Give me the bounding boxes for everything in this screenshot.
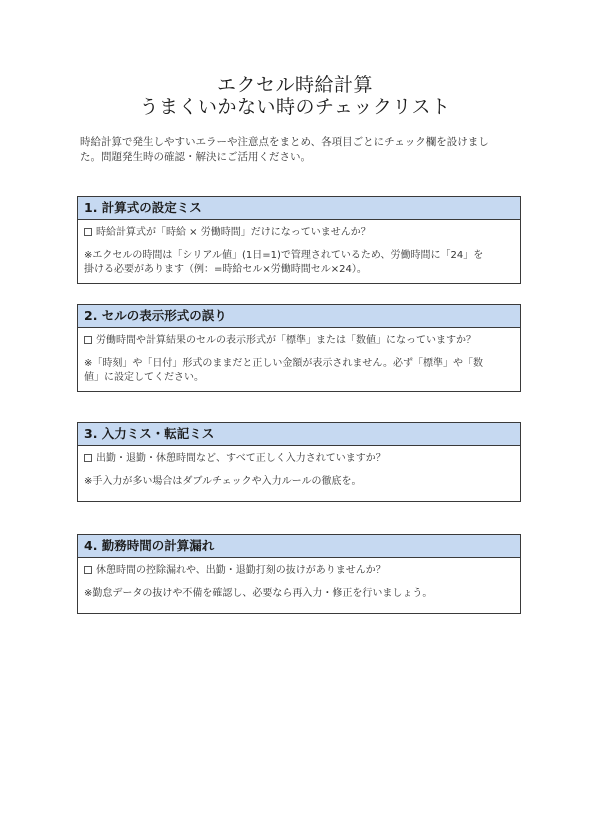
section-heading: 3. 入力ミス・転記ミス [78, 423, 520, 446]
checklist-item-text: 休憩時間の控除漏れや、出勤・退勤打刻の抜けがありませんか？ [96, 565, 386, 576]
checklist-item-text: 時給計算式が「時給 × 労働時間」だけになっていませんか？ [96, 227, 371, 238]
section-heading: 2. セルの表示形式の誤り [78, 305, 520, 328]
section-body [78, 558, 520, 613]
section-note [84, 357, 512, 385]
section-body [78, 446, 520, 501]
checkbox-icon[interactable] [84, 228, 92, 236]
note-line-2: 値」に設定してください。 [84, 372, 204, 383]
note-line-1: ※エクセルの時間は「シリアル値」(1日=1)で管理されているため、労働時間に「24」を [84, 250, 484, 261]
section-note [84, 249, 512, 277]
checkbox-icon[interactable] [84, 336, 92, 344]
title-line-1: エクセル時給計算 [216, 74, 373, 96]
note-line-1: ※「時刻」や「日付」形式のままだと正しい金額が表示されません。必ず「標準」や「数 [84, 358, 483, 369]
note-line-1: ※勤怠データの抜けや不備を確認し、必要なら再入力・修正を行いましょう。 [84, 588, 433, 599]
checklist-item-text: 出勤・退勤・休憩時間など、すべて正しく入力されていますか？ [96, 453, 386, 464]
intro-text [80, 135, 520, 165]
checklist-item[interactable] [84, 452, 512, 466]
title-line-2: うまくいかない時のチェックリスト [139, 96, 451, 118]
intro-line-1: 時給計算で発生しやすいエラーや注意点をまとめ、各項目ごとにチェック欄を設けまし [80, 136, 489, 148]
section-body [78, 220, 520, 283]
checklist-item[interactable] [84, 226, 512, 240]
note-line-2: 掛ける必要があります（例：=時給セル×労働時間セル×24）。 [84, 264, 367, 275]
page-title [0, 74, 590, 118]
checkbox-icon[interactable] [84, 454, 92, 462]
section-note [84, 475, 512, 489]
section-heading: 4. 勤務時間の計算漏れ [78, 535, 520, 558]
section-note [84, 587, 512, 601]
checklist-item[interactable] [84, 334, 512, 348]
note-line-1: ※手入力が多い場合はダブルチェックや入力ルールの徹底を。 [84, 476, 362, 487]
checklist-item-text: 労働時間や計算結果のセルの表示形式が「標準」または「数値」になっていますか？ [96, 335, 476, 346]
section-formula-error [77, 196, 521, 284]
section-heading: 1. 計算式の設定ミス [78, 197, 520, 220]
section-cell-format-error [77, 304, 521, 392]
intro-line-2: た。問題発生時の確認・解決にご活用ください。 [80, 151, 311, 163]
checkbox-icon[interactable] [84, 566, 92, 574]
section-body [78, 328, 520, 391]
checklist-item[interactable] [84, 564, 512, 578]
section-input-error [77, 422, 521, 502]
section-work-hours-omission [77, 534, 521, 614]
